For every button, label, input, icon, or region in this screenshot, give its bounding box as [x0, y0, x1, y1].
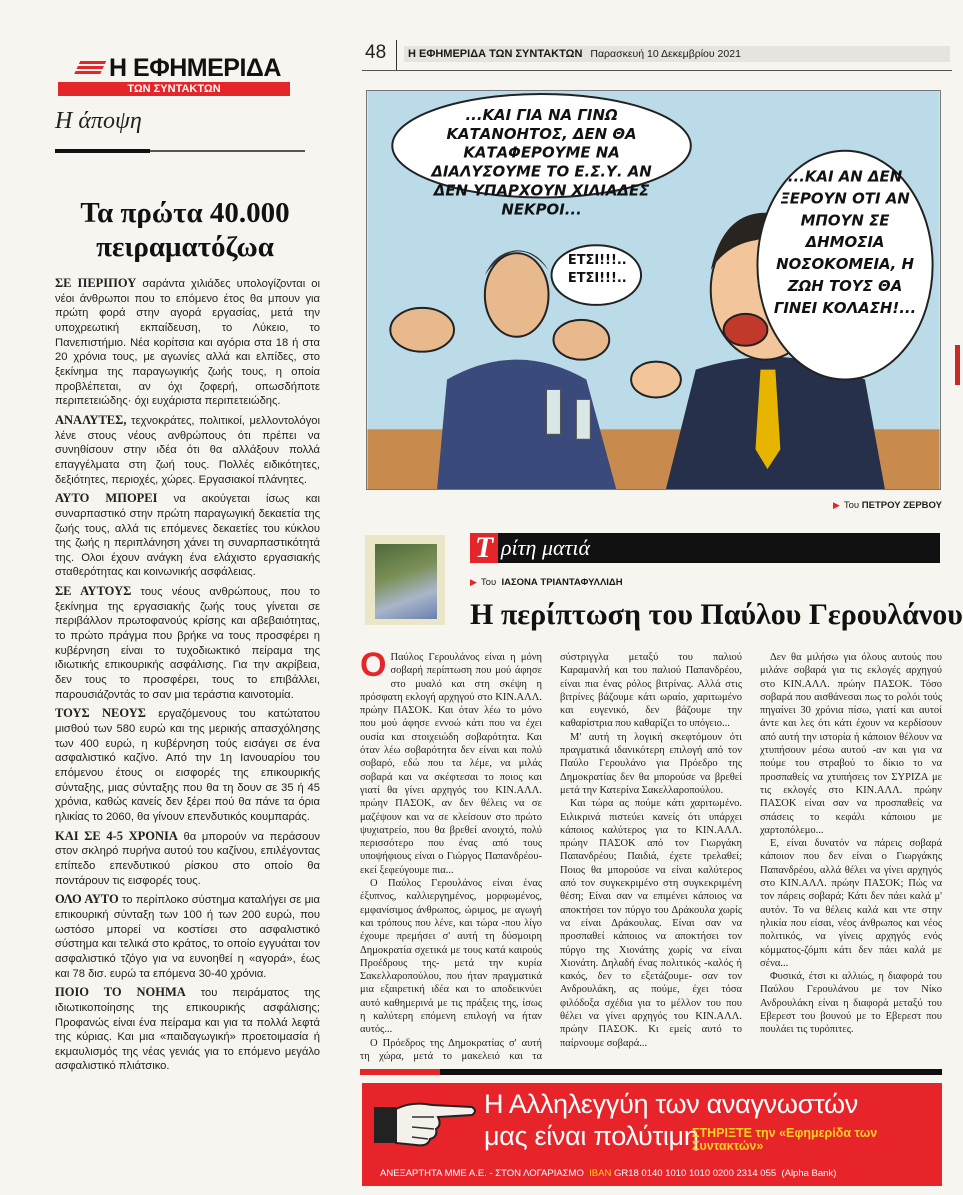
editorial-title: Τα πρώτα 40.000 πειραματόζωα	[80, 197, 290, 263]
page-header-band	[404, 46, 950, 62]
header-date: Παρασκευή 10 Δεκεμβρίου 2021	[590, 48, 741, 60]
logo-main: Η ΕΦΗΜΕΡΙΔΑ	[109, 54, 281, 82]
cartoon-credit	[833, 500, 942, 511]
paragraph-text: τεχνοκράτες, πολιτικοί, μελλοντολόγοι λένε στους νέους ανθρώπους ότι πρέπει να συνηθίσουν στην ιδέα ότι θα αλλάξουν πολλά επαγγέλματα στη ζωή τους. Πολλές ειδικότητες, δεξιότητες, περιοχές, χώρες. Εργασιακοί πλάνητες.	[55, 414, 320, 486]
paragraph-lead: ΣΕ ΑΥΤΟΥΣ	[55, 584, 132, 599]
paragraph-lead: ΤΟΥΣ ΝΕΟΥΣ	[55, 706, 146, 721]
byline-name: ΙΑΣΟΝΑ ΤΡΙΑΝΤΑΦΥΛΛΙΔΗ	[501, 577, 623, 588]
article-title: Η περίπτωση του Παύλου Γερουλάνου	[470, 598, 963, 631]
iban-number[interactable]: GR18 0140 1010 1010 0200 2314 055	[613, 1168, 777, 1180]
paragraph-lead: ΟΛΟ ΑΥΤΟ	[55, 892, 119, 907]
section-label: Η άποψη	[55, 108, 142, 134]
paragraph-lead: ΑΥΤΟ ΜΠΟΡΕΙ	[55, 491, 158, 506]
bubble-3-text: ...ΚΑΙ ΑΝ ΔΕΝ ΞΕΡΟΥΝ ΟΤΙ ΑΝ ΜΠΟΥΝ ΣΕ ΔΗΜΟΣΙΑ ΝΟΣΟΚΟΜΕΙΑ, Η ΖΩΗ ΤΟΥΣ ΘΑ ΓΙΝΕΙ ΚΟΛΑΣΗ!...	[773, 167, 917, 317]
ad-bank-details	[380, 1168, 836, 1179]
arrow-right-icon: ▶	[832, 500, 840, 510]
first-paragraph-text: Παύλος Γερουλάνος είναι η μόνη σοβαρή περίπτωση που μού άφησε στο μυαλό και στη σκέψη η πρόσφατη εκλογή αρχηγού στο ΚΙΝ.ΑΛΛ. πρώην ΠΑΣΟΚ. Και όταν λέω το μόνο που μού άφησε εννοώ κάτι που να έχει ουσία και στοιχειώδη σοβαρότητα. Και όταν λέω σοβαρότητα δεν είναι και πολύ σοβαρό, εδώ που τα λέμε, να μιλάς σοβαρά και να σκέφτεσαι το ποιος και γιατί θα γίνει αρχηγός του ΚΙΝ.ΑΛΛ. πρώην ΠΑΣΟΚ, αν δεν θέλεις να σε μαζέψουν και να σε κλείσουν στο πρώτο ψυχιατρείο, που θα βρεθεί ανοιχτό, πολύ περισσότερο που ένας από τους υποψήφιους είναι ο Γιώργος Παπανδρέου- εκεί ξεφεύγουμε πια...	[360, 652, 542, 876]
header-divider	[396, 40, 397, 70]
editorial-paragraph	[55, 584, 320, 702]
paragraph-text: του πειράματος της ιδιωτικοποίησης της επικουρικής ασφάλισης; Προφανώς είναι ένα πείραμα και για τα πολλά λεφτά της κύριας. Και μια «παιδαγωγική» προετοιμασία ή εκμαυλισμός της νέας γενιάς για το επόμενο μεγάλο ασφαλιστικό πλιάτσικο.	[55, 987, 320, 1073]
account-text: ΑΝΕΞΑΡΤΗΤΑ ΜΜΕ Α.Ε. - ΣΤΟΝ ΛΟΓΑΡΙΑΣΜΟ	[380, 1168, 584, 1180]
paragraph-text: τους νέους ανθρώπους, που το ξεκίνημα της εργασιακής ζωής τους γίνεται σε περιβάλλον πρωτοφανούς κρίσης και αβεβαιότητας, το πρώτο πράγμα που βρήκε να τους προσφέρει η κυβέρνηση είναι το τυχοδιωκτικό πείραμα της ιδιωτικής επικουρικής ασφάλισης. Για την ακρίβεια, δεν τους το προσφέρει, τους το επιβάλλει, παρουσιάζοντάς το σαν μια τεράστια καινοτομία.	[55, 586, 320, 701]
section-divider	[55, 150, 305, 152]
author-portrait	[375, 544, 437, 619]
editorial-body	[55, 276, 320, 1078]
credit-name: ΠΕΤΡΟΥ ΖΕΡΒΟΥ	[861, 500, 942, 511]
editorial-paragraph	[55, 413, 320, 487]
newspaper-logo	[68, 55, 290, 96]
article-byline	[470, 577, 623, 588]
bubble-1-text: ...ΚΑΙ ΓΙΑ ΝΑ ΓΙΝΩ ΚΑΤΑΝΟΗΤΟΣ, ΔΕΝ ΘΑ ΚΑΤΑΦΕΡΟΥΜΕ ΝΑ ΔΙΑΛΥΣΟΥΜΕ ΤΟ Ε.Σ.Υ. ΑΝ ΔΕΝ ΥΠΑΡΧΟΥΝ ΧΙΛΙΑΔΕΣ ΝΕΚΡΟΙ...	[431, 105, 652, 219]
political-cartoon	[366, 90, 941, 490]
paragraph-text: να ακούγεται ίσως και συναρπαστικό στην πρώτη παραγωγική δεκαετία της ζωής τους, αλλά τις επόμενες δεκαετίες του κύκλου της ζωής η περιπλάνηση χάνει τη συναρπαστικότητά της. Ολοι έχουν ανάγκη ένα ελάχιστο εργασιακής σταθερότητας και κοινωνικής ασφάλειας.	[55, 493, 320, 579]
article-paragraph: Και τώρα ας πούμε κάτι χαριτωμένο. Ειλικρινά πιστεύει κανείς ότι υπάρχει κάποιος καλύτερος για το ΚΙΝ.ΑΛΛ. πρώην ΠΑΣΟΚ από τον Γιωργάκη Παπανδρέου; Παιδιά, έχετε τρελαθεί; Ποιος θα μπορούσε να είναι καλύτερος από τον συγκεκριμένο στη συγκεκριμένη θέση; Είναι σαν να επιμένει κάποιος να αποκτήσει τον πύργο του Δράκουλα χωρίς να είναι Δράκουλας. Είναι σαν να προσπαθεί κάποιος να αποκτήσει τον πύργο της Χιονάτης χωρίς να είναι Χιονάτη. Δηλαδή ένας πολιτικός -καλός ή κακός, δεν το εξετάζουμε- σαν τον Ανδρουλάκη, ας πούμε, έχει τόσα φιλόδοξα σχέδια για το μέλλον του που θέλει να γίνει αρχηγός του ΚΙΝ.ΑΛΛ. πρώην ΠΑΣΟΚ. Κι εμείς αυτό το παίρνουμε σοβαρά...	[560, 798, 742, 1049]
article-end-rule	[360, 1069, 942, 1075]
drop-cap: Ο	[360, 646, 387, 684]
editorial-paragraph	[55, 892, 320, 981]
article-body	[360, 646, 942, 1063]
editorial-paragraph	[55, 276, 320, 409]
article-paragraph: Φυσικά, έτσι κι αλλιώς, η διαφορά του Παύλου Γερουλάνου με τον Νίκο Ανδρουλάκη είναι η διαφορά μεταξύ του Εβερεστ του βουνού με το Εβερεστ που πουλάει τις τυρόπιτες.	[760, 971, 942, 1036]
article-paragraph	[360, 646, 542, 877]
page-number: 48	[365, 42, 387, 63]
paragraph-text: το περίπλοκο σύστημα καταλήγει σε μια επικουρική σύνταξη των 100 ή των 200 ευρώ, που ωστόσο μπορεί να κοστίσει στο ασφαλιστικό σύστημα και τελικά στο κράτος, το οποίο εγγυάται τον ασφαλιστικό τζόγο για να ευνοηθεί η «αγορά», έως και 78 δισ. ευρώ τα επόμενα 30-40 χρόνια.	[55, 894, 320, 980]
logo-sub: ΤΩΝ ΣΥΝΤΑΚΤΩΝ	[58, 82, 290, 96]
paragraph-lead: ΠΟΙΟ ΤΟ ΝΟΗΜΑ	[55, 985, 186, 1000]
ad-headline-1: Η Αλληλεγγύη των αναγνωστών	[484, 1089, 858, 1120]
credit-prefix: Του	[843, 500, 860, 511]
paragraph-lead: ΚΑΙ ΣΕ 4-5 ΧΡΟΝΙΑ	[55, 828, 178, 843]
editorial-paragraph	[55, 491, 320, 580]
bank-name: (Alpha Bank)	[781, 1168, 837, 1180]
speed-stripes-icon	[74, 61, 107, 75]
paragraph-text: σαράντα χιλιάδες υπολογίζονται οι νέοι άνθρωποι που το επόμενο έτος θα μπουν για πρώτη φορά στην αγορά εργασίας, μετά την υποχρεωτική εκπαίδευση, το Λύκειο, το Πανεπιστήμιο. Νέα κορίτσια και αγόρια στα 18 ή στα 20 χρόνια τους, με αγωνίες αλλά και ελπίδες, στο ξεκίνημα της παραγωγικής ζωής τους, η οποία προβλέπεται, αν όχι ζοφερή, οπωσδήποτε περιπετειώδης· όχι ευχάριστα περιπετειώδης.	[55, 278, 320, 408]
article-section	[360, 646, 942, 1186]
paragraph-text: θα μπορούν να περάσουν στον σκληρό πυρήνα αυτού του καζίνου, επιλέγοντας επίπεδο επενδυτικού ρίσκου στο οποίο θα ποντάρουν τις εισφορές τους.	[55, 830, 321, 887]
article-paragraph: Μ' αυτή τη λογική σκεφτόμουν ότι πραγματικά ιδανικότερη επιλογή από τον Παύλο Γερουλάνο για Πρόεδρο της Δημοκρατίας δεν θα μπορούσε να βρεθεί μετά την Κατερίνα Σακελλαροπούλου.	[560, 731, 742, 796]
page-edge-mark	[955, 345, 960, 385]
byline-prefix: Του	[480, 577, 497, 588]
article-paragraph: Ο Παύλος Γερουλάνος είναι ένας έξυπνος, καλλιεργημένος, μορφωμένος, εμφανίσιμος άνθρωπος, ώριμος, με αγωγή και τρόπους που λένε, και τώρα -που λίγο έχουμε πρεμήσει σ' αυτή τη δύσμοιρη Δημοκρατία σχετικά με τους κατά καιρούς Προέδρους της- μετά την κυρία Σακελλαροπούλου, που ήταν πραγματικά μια εξαιρετική ιδέα και το αποδεικνύει αυτό καθημερινά με τις πράξεις της, ίσως η καλύτερη επόμενη επιλογή να ήταν αυτός...	[360, 878, 542, 1036]
editorial-paragraph	[55, 985, 320, 1074]
header-rule	[362, 70, 952, 71]
paragraph-lead: ΑΝΑΛΥΤΕΣ,	[55, 412, 127, 427]
author-photo	[365, 535, 445, 625]
banner-initial: Τ	[470, 533, 498, 563]
iban-label: IBAN	[589, 1168, 612, 1180]
bubble-2-text: ΕΤΣΙ!!!.. ΕΤΣΙ!!!..	[567, 253, 627, 287]
banner-title: ρίτη ματιά	[501, 535, 591, 560]
arrow-right-icon: ▶	[470, 577, 477, 587]
column-banner	[470, 533, 940, 563]
article-paragraph: Ε, είναι δυνατόν να πάρεις σοβαρά κάποιον που δεν είναι ο Γιωργάκης Παπανδρέου, αλλά θέλει να γίνει αρχηγός στο ΚΙΝ.ΑΛΛ. πρώην ΠΑΣΟΚ; Πώς να τον πάρεις σοβαρά; Κάτι δεν πάει καλά μ' αυτόν. Το να θέλεις καλά και ντε στην ηλικία που είσαι, νέος άνθρωπος και νέος πολιτικός, να γίνεις αρχηγός ενός κόμματος-ζόμπι κάτι δεν πάει καλά με σένα...	[760, 838, 942, 969]
ad-support-text: ΣΤΗΡΙΞΤΕ την «Εφημερίδα των Συντακτών»	[692, 1126, 878, 1154]
editorial-paragraph	[55, 706, 320, 824]
article-paragraph: Ο Πρόεδρος της Δημοκρατίας σ' αυτή τη χώρα, μετά το μακελειό και τα σύστριγγλα μεταξύ του παλιού Καραμανλή και του παλιού Παπανδρέου, είναι πια ένας ρόλος βιτρίνας. Αλλά στις βιτρίνες βάζουμε κάτι ωραίο, χαριτωμένο και ευγενικό, δεν βάζουμε την καθαρίστρια που καθαρίζει το υπόγειο...	[360, 652, 742, 1062]
pointing-hand-icon	[372, 1095, 477, 1150]
editorial-paragraph	[55, 829, 320, 889]
ad-headline-2: μας είναι πολύτιμη	[484, 1121, 699, 1152]
header-paper-name: Η ΕΦΗΜΕΡΙΔΑ ΤΩΝ ΣΥΝΤΑΚΤΩΝ	[408, 48, 583, 60]
paragraph-text: εργαζόμενους του κατώτατου μισθού των 580 ευρώ και της μερικής απασχόλησης των 400 ευρώ, η κυβέρνηση τούς εισάγει σε ένα ασφαλιστικό καζίνο. Από την 1η Ιανουαρίου του επόμενου έτους οι εισφορές της επικουρικής σύνταξης, μιας σύνταξης που θα τη δουν σε 35 ή 45 χρόνια, καθώς κανείς δεν ξέρει πού θα πάνε τα όρια ηλικίας το 2060, θα γίνουν επενδυτικός κουμπαράς.	[55, 708, 320, 823]
article-paragraph: Δεν θα μιλήσω για όλους αυτούς που μιλάνε σοβαρά για τις εκλογές αρχηγού στο ΚΙΝ.ΑΛΛ. πρώην ΠΑΣΟΚ. Τόσο σοβαρά που αισθάνεσαι πως το ρολόι τούς πηγαίνει 30 χρόνια πίσω, γιατί και αυτοί άντε και λες ότι κάτι έχουν να κερδίσουν από αυτή την ιστορία ή κάποιον θέλουν να χτυπήσουν μέσω αυτού -αν και για να πούμε του στραβού το δίκιο το να προσπαθείς να χτυπήσεις τον ΣΥΡΙΖΑ με τις εκλογές στο ΚΙΝ.ΑΛΛ. πρώην ΠΑΣΟΚ είναι σαν να προσπαθείς να σπάσεις το κεφάλι κάποιου με χαρτοπόλεμο...	[760, 652, 942, 836]
paragraph-lead: ΣΕ ΠΕΡΙΠΟΥ	[55, 276, 137, 290]
reader-support-ad	[362, 1083, 942, 1186]
